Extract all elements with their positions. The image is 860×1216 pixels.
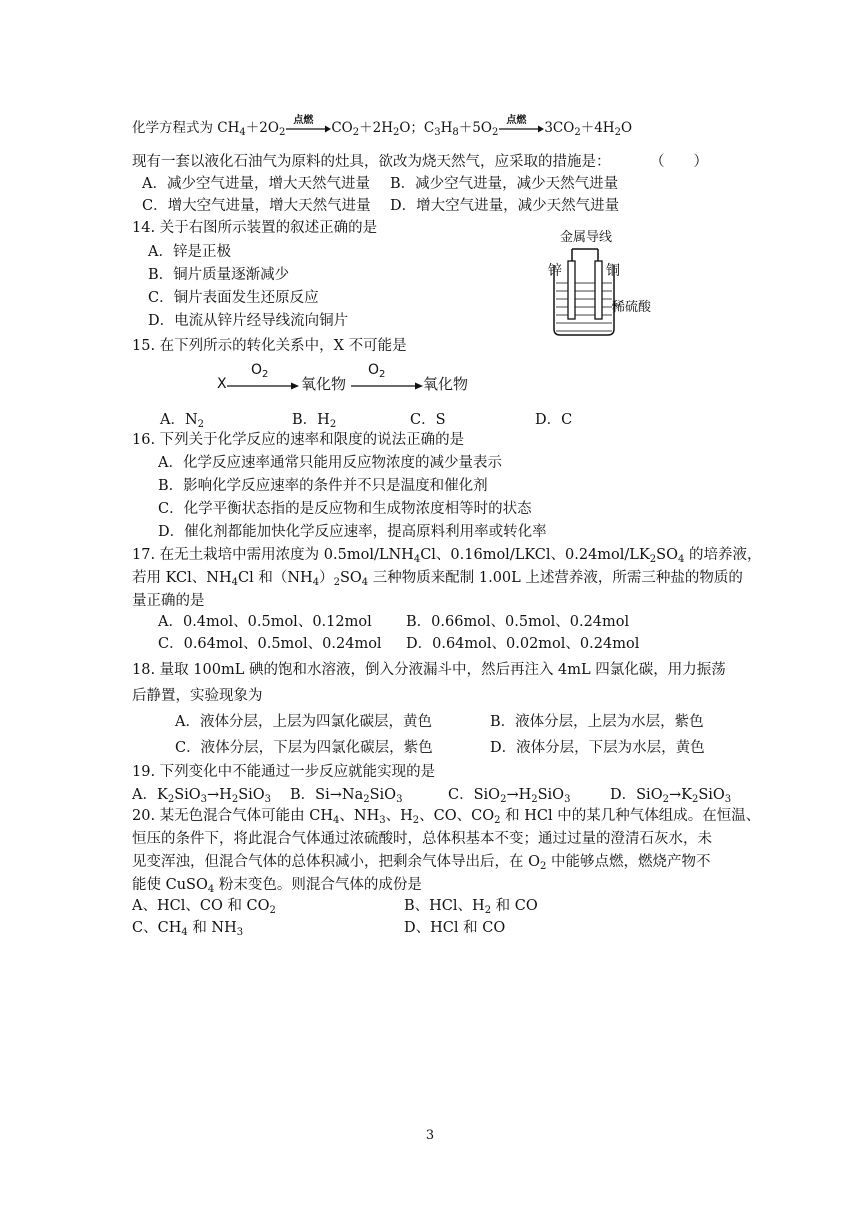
q14-option-d: D．电流从锌片经导线流向铜片 [148, 313, 349, 329]
q20-option-b: B、HCl、$H_2$ 和 CO [404, 898, 538, 916]
scheme-oxide-2: 氧化物 [423, 375, 469, 393]
q19-option-b: B．$Si\to Na_2SiO_3$ [290, 787, 403, 805]
q20-stem-line-4: 能使 CuSO$_4$ 粉末变色。则混合气体的成份是 [132, 877, 422, 895]
reaction-arrow-a: 点燃 [285, 120, 331, 134]
q15-option-a: A．$N_2$ [160, 412, 205, 430]
q15-option-c: C．S [410, 412, 446, 428]
q19-option-a: A．$K_2SiO_3\to H_2SiO_3$ [132, 787, 272, 805]
q18-stem-line-1: 18. 量取 100mL 碘的饱和水溶液，倒入分液漏斗中，然后再注入 4mL 四氯化碳，用力振荡 [132, 662, 726, 678]
label-zinc: 锌 [548, 263, 562, 279]
q17-option-b: B．0.66mol、0.5mol、0.24mol [406, 614, 630, 630]
q19-option-d: D．$SiO_2\to K_2SiO_3$ [610, 787, 732, 805]
q18-option-b: B．液体分层，上层为水层，紫色 [490, 714, 704, 730]
galvanic-cell-figure [540, 225, 680, 340]
q14-stem: 14. 关于右图所示装置的叙述正确的是 [132, 220, 378, 236]
q18-stem-line-2: 后静置，实验现象为 [132, 688, 263, 704]
q16-option-c: C．化学平衡状态指的是反应物和生成物浓度相等时的状态 [158, 501, 532, 517]
q18-option-a: A．液体分层，上层为四氯化碳层，黄色 [175, 714, 432, 730]
q13-option-b: B．减少空气进量，减少天然气进量 [390, 176, 619, 192]
q14-option-c: C．铜片表面发生还原反应 [148, 290, 319, 306]
q13-option-c: C．增大空气进量，增大天然气进量 [142, 198, 371, 214]
q18-option-d: D．液体分层，下层为水层，黄色 [490, 740, 705, 756]
zinc-electrode [568, 261, 575, 319]
q13-stem: 现有一套以液化石油气为原料的灶具，欲改为烧天然气，应采取的措施是： [132, 154, 611, 170]
q17-option-a: A．0.4mol、0.5mol、0.12mol [158, 614, 372, 630]
q20-option-c: C、$CH_4$ 和 $NH_3$ [132, 920, 244, 938]
q16-option-a: A．化学反应速率通常只能用反应物浓度的减少量表示 [158, 455, 502, 471]
scheme-o2-label-2: $O_2$ [368, 362, 386, 380]
q17-stem-line-2: 若用 KCl、$NH_4Cl$ 和$(NH_4)_2SO_4$ 三种物质来配制 1.00L 上述营养液，所需三种盐的物质的 [132, 570, 743, 588]
q13-bracket: （ ） [650, 154, 708, 170]
q20-option-d: D、HCl 和 CO [404, 920, 506, 936]
label-dilute-acid: 稀硫酸 [612, 300, 652, 315]
label-metal-wire: 金属导线 [560, 230, 613, 245]
dilute-sulfuric-acid [556, 283, 612, 331]
equation-line: 化学方程式为 $CH_4+2O_2$ 点燃 $CO_2+2H_2O$；$C_3H_8+5O_2$ 点燃 $3CO_2+4H_2O$ [132, 115, 633, 138]
conversion-scheme [215, 362, 475, 396]
reaction-arrow-b: 点燃 [498, 120, 544, 134]
q19-option-c: C．$SiO_2\to H_2SiO_3$ [448, 787, 571, 805]
q20-stem-line-2: 恒压的条件下，将此混合气体通过浓硫酸时，总体积基本不变；通过过量的澄清石灰水，未 [132, 831, 712, 847]
q15-stem: 15. 在下列所示的转化关系中，X 不可能是 [132, 338, 407, 354]
page-number: 3 [425, 1128, 435, 1143]
copper-electrode [595, 261, 602, 319]
scheme-oxide-1: 氧化物 [301, 375, 347, 393]
q14-option-a: A．锌是正极 [148, 244, 231, 260]
q17-stem-line-3: 量正确的是 [132, 593, 205, 609]
q19-stem: 19. 下列变化中不能通过一步反应就能实现的是 [132, 764, 436, 780]
q17-stem-line-1: 17. 在无土栽培中需用浓度为 $0.5mol/LNH_4Cl$、0.16mol/LKCl、$0.24mol/LK_2SO_4$ 的培养液， [132, 547, 762, 565]
q16-option-d: D．催化剂都能加快化学反应速率，提高原料利用率或转化率 [158, 524, 547, 540]
beaker [554, 265, 614, 335]
q15-option-b: B．$H_2$ [292, 412, 337, 430]
scheme-o2-label-1: $O_2$ [251, 362, 269, 380]
scheme-arrow-2 [351, 381, 423, 391]
q13-option-d: D．增大空气进量，减少天然气进量 [390, 198, 620, 214]
q17-option-d: D．0.64mol、0.02mol、0.24mol [406, 636, 640, 652]
scheme-x: X [217, 376, 227, 392]
q15-option-d: D．C [535, 412, 573, 428]
q20-stem-line-3: 见变浑浊，但混合气体的总体积减小，把剩余气体导出后，在 $O_2$ 中能够点燃，燃烧产物不 [132, 854, 711, 872]
scheme-arrow-1 [227, 381, 299, 391]
q18-option-c: C．液体分层，下层为四氯化碳层，紫色 [175, 740, 433, 756]
q20-stem-line-1: 20. 某无色混合气体可能由 $CH_4$、$NH_3$、$H_2$、CO、$CO_2$ 和 HCl 中的某几种气体组成。在恒温、 [132, 808, 761, 826]
q16-stem: 16. 下列关于化学反应的速率和限度的说法正确的是 [132, 432, 465, 448]
q13-option-a: A．减少空气进量，增大天然气进量 [142, 176, 370, 192]
q20-option-a: A、HCl、CO 和 $CO_2$ [132, 898, 276, 916]
q17-option-c: C．0.64mol、0.5mol、0.24mol [158, 636, 382, 652]
label-copper: 铜 [606, 263, 620, 279]
q16-option-b: B．影响化学反应速率的条件并不只是温度和催化剂 [158, 478, 488, 494]
q14-option-b: B．铜片质量逐渐减少 [148, 267, 290, 283]
